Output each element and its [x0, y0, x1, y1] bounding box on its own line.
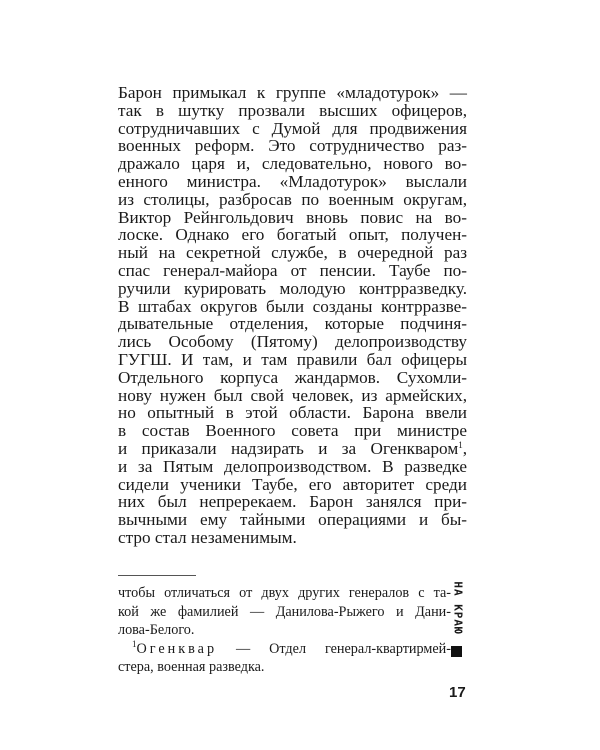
text-line: стро стал незаменимым. — [118, 527, 297, 547]
text-line: так в шутку прозвали высших офицеров, — [118, 100, 467, 120]
text-line: нову нужен был свой человек, из армейских, — [118, 385, 467, 405]
footnote-line: стера, военная разведка. — [118, 659, 265, 675]
footnote-term: Огенквар — [136, 640, 218, 657]
text-line: лись Особому (Пятому) делопроизводству — [118, 332, 467, 352]
text-line: них был непререкаем. Барон занялся при- — [118, 492, 467, 512]
text-segment: и приказали надзирать и за Огенкваром — [118, 438, 459, 458]
text-line: ГУГШ. И там, и там правили бал офицеры — [118, 349, 467, 369]
footnote-divider — [118, 575, 196, 576]
text-line: дражало царя и, следовательно, нового во- — [118, 154, 467, 174]
footnote-marker: 1 — [132, 638, 137, 649]
footnote-line: чтобы отличаться от двух других генералов с та- — [118, 585, 451, 601]
text-line: но опытный в этой области. Барона ввели — [118, 403, 467, 423]
text-segment: , — [462, 438, 467, 458]
page-number: 17 — [449, 684, 466, 701]
text-line: ный на секретной службе, в очередной раз — [118, 243, 467, 263]
text-line: лоске. Однако его богатый опыт, получен- — [118, 225, 467, 245]
text-line: дывательные отделения, которые подчиня- — [118, 314, 467, 334]
footnotes — [118, 584, 451, 677]
square-ornament-icon — [451, 646, 462, 657]
text-line-with-footnote — [118, 440, 467, 458]
footnote-line: лова-Белого. — [118, 622, 195, 638]
running-title — [449, 578, 467, 638]
footnote-line: кой же фамилией — Данилова-Рыжего и Дани- — [118, 603, 451, 620]
text-line: и за Пятым делопроизводством. В разведке — [118, 456, 467, 476]
text-line: сидели ученики Таубе, его авторитет среди — [118, 474, 467, 494]
text-line: в состав Военного совета при министре — [118, 421, 467, 441]
footnote-1 — [118, 640, 451, 659]
text-line: енного министра. «Младотурок» выслали — [118, 171, 467, 191]
text-line: Барон примыкал к группе «младотурок» — — [118, 83, 467, 102]
footnote-ref: 1 — [458, 439, 463, 450]
text-line: военных реформ. Это сотрудничество раз- — [118, 136, 467, 156]
text-line: Виктор Рейнгольдович вновь повис на во- — [118, 207, 467, 227]
text-line: из столицы, разбросав по военным округам, — [118, 189, 467, 209]
footnote-text: — Отдел генерал-квартирмей- — [236, 640, 451, 657]
running-title-text: НА КРАЮ — [451, 581, 465, 635]
text-line: Отдельного корпуса жандармов. Сухомли- — [118, 367, 467, 387]
text-line: сотрудничавших с Думой для продвижения — [118, 118, 467, 138]
text-line: вычными ему тайными операциями и бы- — [118, 510, 467, 530]
text-line: спас генерал-майора от пенсии. Таубе по- — [118, 260, 467, 280]
text-line: В штабах округов были созданы контрразве- — [118, 296, 467, 316]
text-line: ручили курировать молодую контрразведку. — [118, 278, 467, 298]
main-text — [118, 84, 467, 547]
